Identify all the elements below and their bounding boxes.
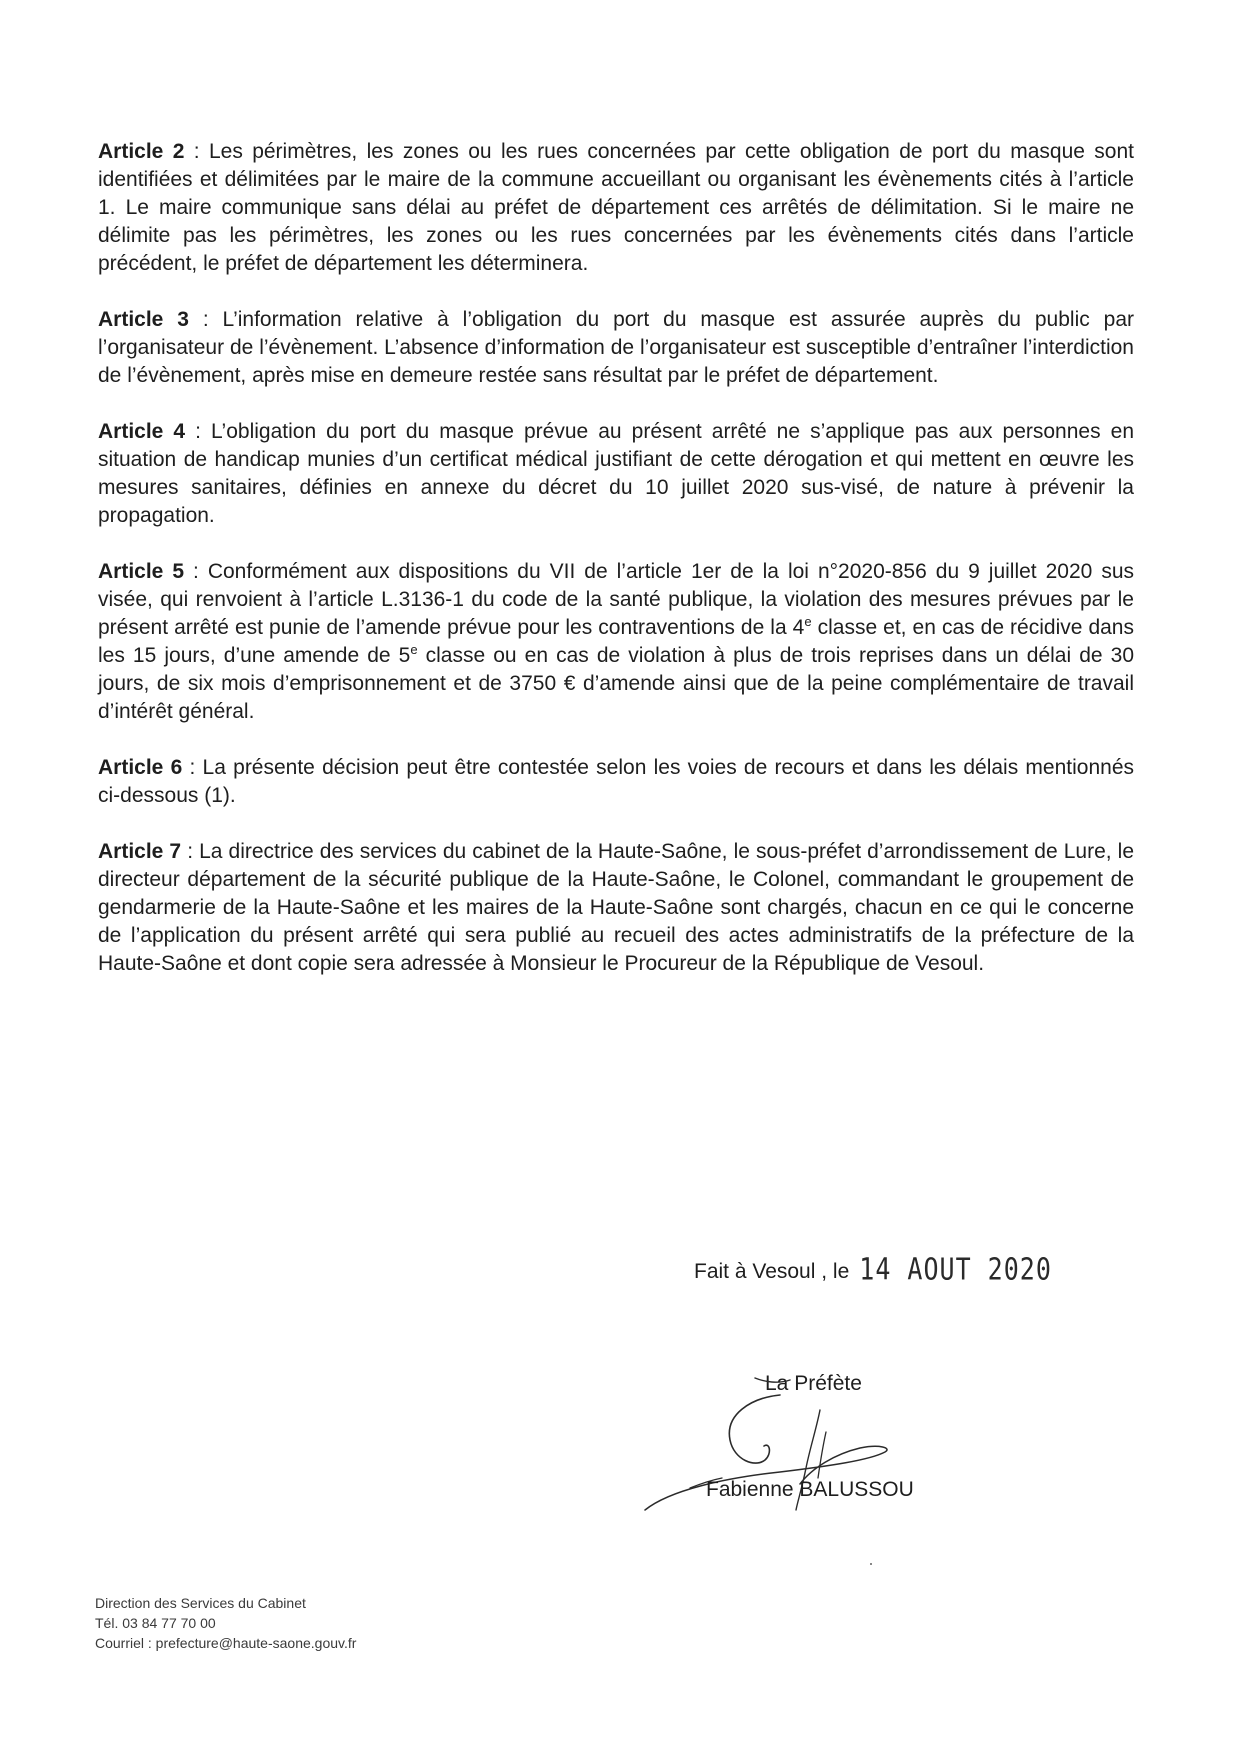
article-text: : La présente décision peut être contestée selon les voies de recours et dans les délais mentionnés ci-dessous (1). xyxy=(98,756,1134,807)
article-text: : Conformément aux dispositions du VII de l’article 1er de la loi n°2020-856 du 9 juillet 2020 sus visée, qui renvoient à l’article L.3136-1 du code de la santé publique, la violation des mesures prévues par le présent arrêté est punie de l’amende prévue pour les contraventions de la 4 xyxy=(98,560,1135,639)
article-label: Article 7 xyxy=(98,840,182,863)
footer-contact xyxy=(95,1593,356,1653)
article-label: Article 5 xyxy=(98,560,185,583)
footer-phone: Tél. 03 84 77 70 00 xyxy=(95,1615,216,1631)
footer-department: Direction des Services du Cabinet xyxy=(95,1595,306,1611)
article-3 xyxy=(98,306,1134,390)
article-label: Article 4 xyxy=(98,420,186,443)
article-7 xyxy=(98,838,1134,978)
handwritten-signature-icon xyxy=(630,1360,990,1530)
article-text: : La directrice des services du cabinet de la Haute-Saône, le sous-préfet d’arrondissement de Lure, le directeur département de la sécurité publique de la Haute-Saône, le Colonel, commandant le groupement de gendarmerie de la Haute-Saône et les maires de la Haute-Saône sont chargés, chacun en ce qui le concerne de l’application du présent arrêté qui sera publié au recueil des actes administratifs de la préfecture de la Haute-Saône et dont copie sera adressée à Monsieur le Procureur de la République de Vesoul. xyxy=(98,840,1134,975)
articles-section xyxy=(98,138,1134,1006)
footer-email: Courriel : prefecture@haute-saone.gouv.fr xyxy=(95,1635,357,1651)
article-text: : L’information relative à l’obligation du port du masque est assurée auprès du public par l’organisateur de l’évènement. L’absence d’information de l’organisateur est susceptible d’entraîner l’interdiction de l’évènement, après mise en demeure restée sans résultat par le préfet de département. xyxy=(98,308,1134,387)
article-4 xyxy=(98,418,1134,530)
article-text: : L’obligation du port du masque prévue au présent arrêté ne s’applique pas aux personnes en situation de handicap munies d’un certificat médical justifiant de cette dérogation et qui mettent en œuvre les mesures sanitaires, définies en annexe du décret du 10 juillet 2020 sus-visé, de nature à prévenir la propagation. xyxy=(98,420,1135,527)
place-date-line xyxy=(694,1252,1052,1287)
article-label: Article 2 xyxy=(98,140,185,163)
article-text: classe ou en cas de violation à plus de trois reprises dans un délai de 30 jours, de six mois d’emprisonnement et de 3750 € d’amende ainsi que de la peine complémentaire de travail d’intérêt général. xyxy=(98,644,1134,723)
article-6 xyxy=(98,754,1134,810)
signer-name: Fabienne BALUSSOU xyxy=(706,1478,914,1501)
article-2 xyxy=(98,138,1134,278)
place-prefix: Fait à Vesoul , le xyxy=(694,1260,850,1283)
ordinal-superscript: e xyxy=(410,642,418,657)
article-text: : Les périmètres, les zones ou les rues concernées par cette obligation de port du masque sont identifiées et délimitées par le maire de la commune accueillant ou organisant les évènements cités à l’article 1. Le maire communique sans délai au préfet de département ces arrêtés de délimitation. Si le maire ne délimite pas les périmètres, les zones ou les rues concernées par les évènements cités dans l’article précédent, le préfet de département les déterminera. xyxy=(98,140,1134,275)
article-5 xyxy=(98,558,1134,726)
article-label: Article 6 xyxy=(98,756,183,779)
signer-title: La Préfète xyxy=(765,1372,862,1395)
signature-block xyxy=(630,1360,990,1530)
scan-speck xyxy=(870,1563,872,1565)
ordinal-superscript: e xyxy=(804,614,812,629)
article-label: Article 3 xyxy=(98,308,189,331)
date-stamp: 14 AOUT 2020 xyxy=(859,1252,1052,1287)
article-text: classe et, en cas de récidive dans les 15 jours, d’une amende de 5 xyxy=(98,616,1134,667)
